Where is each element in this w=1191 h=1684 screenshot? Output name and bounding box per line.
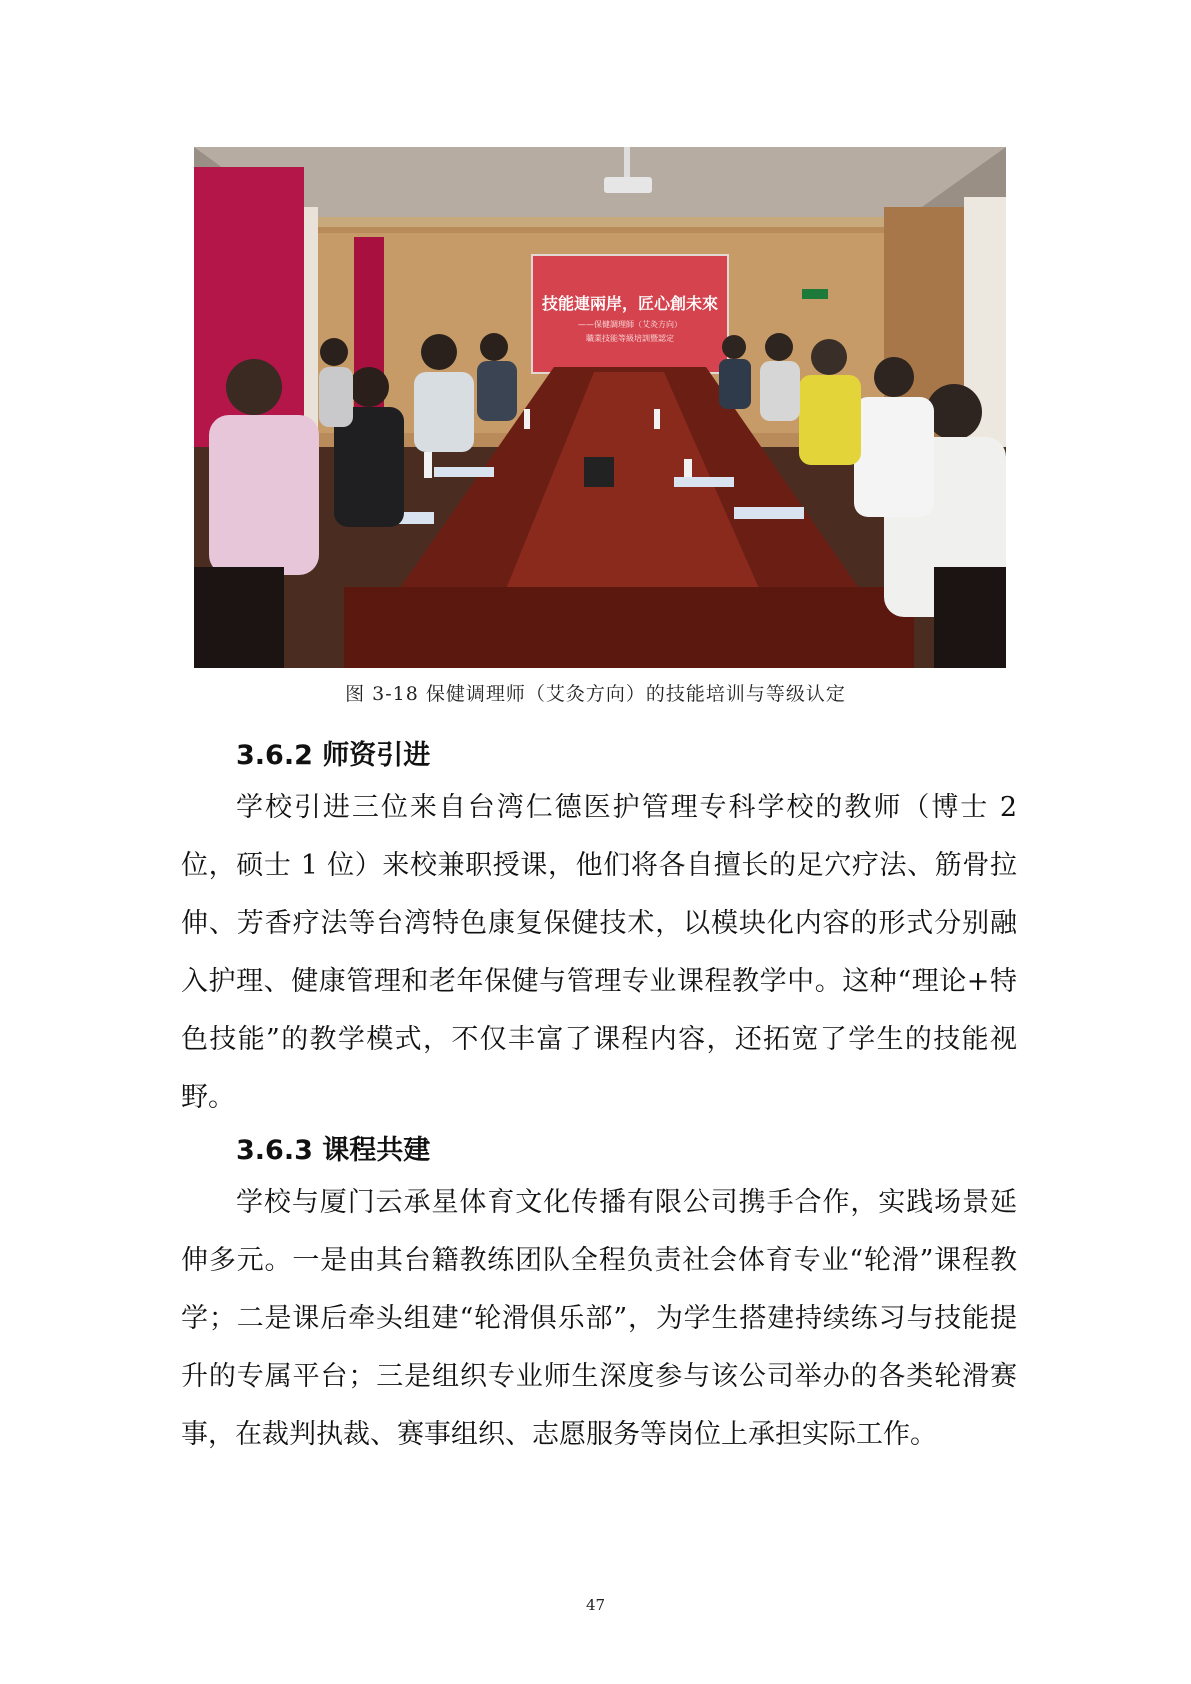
section-body-3-6-2: 学校引进三位来自台湾仁德医护管理专科学校的教师（博士 2 位，硕士 1 位）来校兼职授课，他们将各自擅长的足穴疗法、筋骨拉伸、芳香疗法等台湾特色康复保健技术，以模块化内容的形式分别融入护理、健康管理和老年保健与管理专业课程教学中。这种“理论+特色技能”的教学模式，不仅丰富了课程内容，还拓宽了学生的技能视野。 (181, 792, 1017, 1113)
section-body-3-6-3: 学校与厦门云承星体育文化传播有限公司携手合作，实践场景延伸多元。一是由其台籍教练团队全程负责社会体育专业“轮滑”课程教学；二是课后牵头组建“轮滑俱乐部”，为学生搭建持续练习与技能提升的专属平台；三是组织专业师生深度参与该公司举办的各类轮滑赛事，在裁判执裁、赛事组织、志愿服务等岗位上承担实际工作。 (181, 1187, 1017, 1450)
meeting-photo (194, 147, 1006, 668)
page-number: 47 (585, 1596, 606, 1614)
section-heading-3-6-2: 3.6.2 师资引进 (236, 740, 431, 771)
screen-title: 技能連兩岸，匠心創未來 (541, 294, 719, 313)
screen-line3: 職業技能等級培訓暨認定 (586, 334, 674, 343)
figure-caption: 图 3-18 保健调理师（艾灸方向）的技能培训与等级认定 (345, 683, 846, 705)
section-heading-3-6-3: 3.6.3 课程共建 (236, 1135, 431, 1166)
screen-subtitle: ——保健調理師（艾灸方向） (578, 320, 682, 329)
